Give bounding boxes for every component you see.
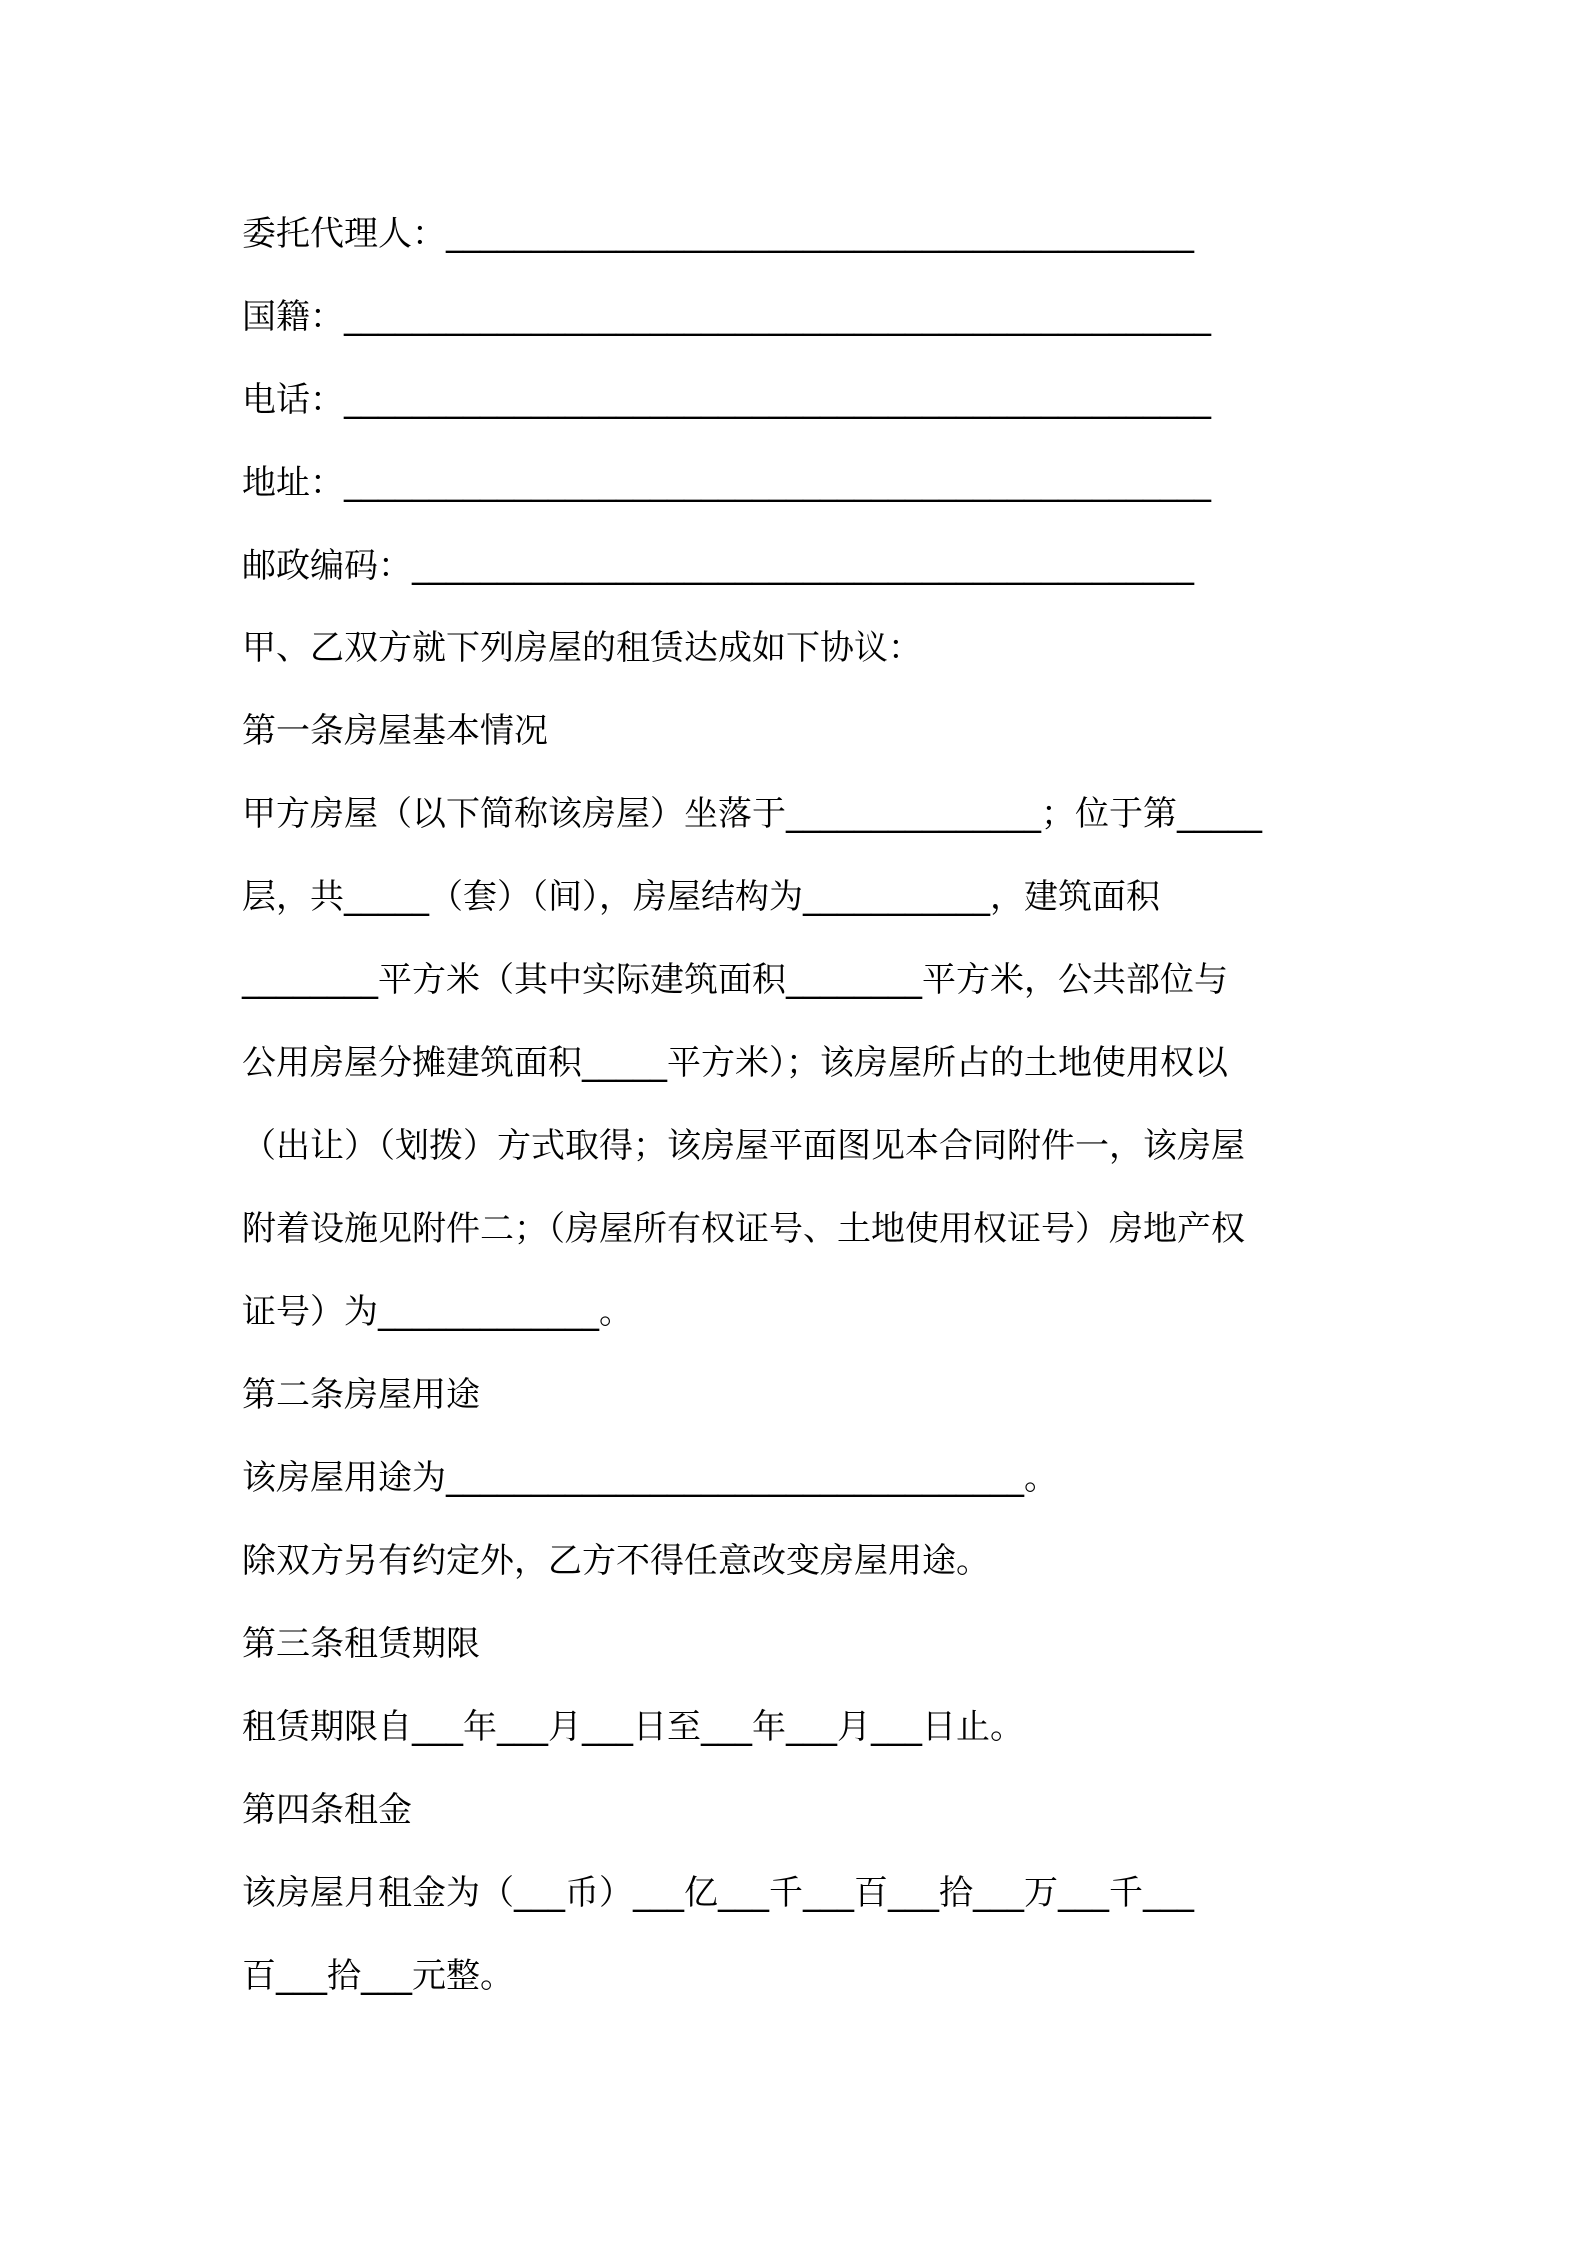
article-1-text-line: 甲方房屋（以下简称该房屋）坐落于_______________；位于第_____ [242,794,1262,834]
phone-line: 电话：___________________________________________________ [242,380,1211,420]
article-1-heading: 第一条房屋基本情况 [242,711,548,751]
address-line: 地址：___________________________________________________ [242,463,1211,503]
postcode-line: 邮政编码：______________________________________________ [242,546,1194,586]
article-1-text-line: 公用房屋分摊建筑面积_____平方米）；该房屋所占的土地使用权以 [242,1043,1228,1083]
article-1-text-line: （出让）（划拨）方式取得；该房屋平面图见本合同附件一，该房屋 [242,1126,1245,1166]
article-2-heading: 第二条房屋用途 [242,1375,480,1415]
agent-line: 委托代理人：____________________________________________ [242,214,1194,254]
article-1-text-line: 附着设施见附件二；（房屋所有权证号、土地使用权证号）房地产权 [242,1209,1245,1249]
article-1-text-line: ________平方米（其中实际建筑面积________平方米，公共部位与 [242,960,1228,1000]
article-3-text-line: 租赁期限自___年___月___日至___年___月___日止。 [242,1707,1024,1747]
article-3-heading: 第三条租赁期限 [242,1624,480,1664]
article-4-text-line: 该房屋月租金为（___币）___亿___千___百___拾___万___千___ [242,1873,1194,1913]
article-2-text-line: 该房屋用途为__________________________________。 [242,1458,1058,1498]
article-4-heading: 第四条租金 [242,1790,412,1830]
article-4-text-line: 百___拾___元整。 [242,1956,514,1996]
article-2-text-line: 除双方另有约定外，乙方不得任意改变房屋用途。 [242,1541,990,1581]
nationality-line: 国籍：___________________________________________________ [242,297,1211,337]
agreement-intro: 甲、乙双方就下列房屋的租赁达成如下协议： [242,628,922,668]
article-1-text-line: 证号）为_____________。 [242,1292,633,1332]
article-1-text-line: 层，共_____（套）（间），房屋结构为___________，建筑面积 [242,877,1160,917]
